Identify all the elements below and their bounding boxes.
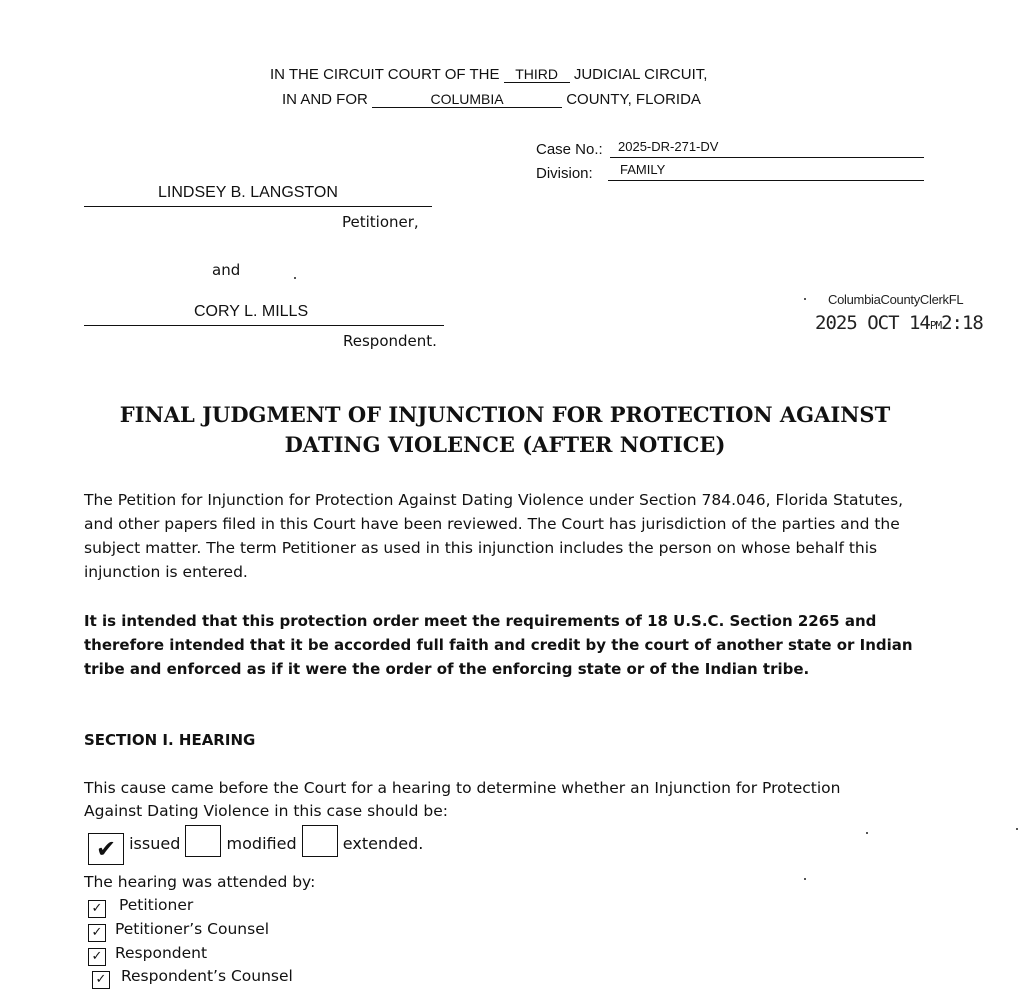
court-header-suffix2: COUNTY, FLORIDA (566, 91, 701, 108)
clerk-stamp-ampm: PM (929, 319, 942, 332)
extended-label: extended. (342, 834, 424, 853)
circuit-field: THIRD (504, 66, 570, 83)
and-text: and (212, 261, 241, 279)
attendee-label: Petitioner (118, 896, 194, 914)
case-no-line (610, 157, 924, 158)
clerk-stamp-date: 2025 OCT 14 (815, 312, 930, 334)
respondent-checkbox[interactable]: ✓ (88, 948, 106, 966)
court-header-line1 (270, 66, 707, 83)
attendee-respondent (88, 944, 207, 966)
attendee-petitioner (88, 896, 193, 918)
modified-label: modified (226, 834, 297, 853)
section-heading: SECTION I. HEARING (84, 731, 256, 749)
clerk-stamp-label: ColumbiaCountyClerkFL (828, 292, 964, 307)
division-label: Division: (536, 165, 593, 182)
stray-mark-4 (804, 878, 806, 880)
respondent-line (84, 325, 444, 326)
respondent-role: Respondent. (343, 332, 437, 350)
extended-checkbox[interactable] (302, 825, 338, 857)
attendee-respondent-counsel (92, 967, 293, 989)
court-header-prefix: IN THE CIRCUIT COURT OF THE (270, 66, 500, 83)
case-no-label: Case No.: (536, 141, 603, 158)
section-intro: This cause came before the Court for a hearing to determine whether an Injunction for Protection Against Dating Violence in this case should be: (84, 779, 841, 820)
intro-paragraph: The Petition for Injunction for Protection Against Dating Violence under Section 784.046, Florida Statutes, and other papers filed in this Court have been reviewed. The Court has jurisdiction of the parties and the subject matter. The term Petitioner as used in this injunction includes the person on whose behalf this injunction is entered. (84, 491, 904, 581)
petitioner-line (84, 206, 432, 207)
case-no-value: 2025-DR-271-DV (618, 139, 719, 154)
court-header-suffix: JUDICIAL CIRCUIT, (573, 66, 708, 83)
stamp-dot (804, 298, 806, 300)
petitioner-role: Petitioner, (342, 213, 419, 231)
division-line (608, 180, 924, 181)
county-field: COLUMBIA (372, 91, 562, 108)
petitioner-name: LINDSEY B. LANGSTON (158, 184, 338, 201)
stray-mark-3 (1016, 828, 1018, 830)
intent-paragraph: It is intended that this protection order meet the requirements of 18 U.S.C. Section 2265 and therefore intended that it be accorded full faith and credit by the court of another state or Indian tribe and enforced as if it were the order of the enforcing state or of the Indian tribe. (84, 612, 913, 678)
court-header-line2 (282, 91, 701, 108)
clerk-stamp-time: 2:18 (941, 312, 983, 334)
petitioner-counsel-checkbox[interactable]: ✓ (88, 924, 106, 942)
stray-mark-2 (866, 832, 868, 834)
issued-checkbox[interactable]: ✔ (88, 833, 124, 865)
respondent-counsel-checkbox[interactable]: ✓ (92, 971, 110, 989)
division-value: FAMILY (620, 162, 666, 177)
stray-mark (294, 277, 296, 279)
petitioner-checkbox[interactable]: ✓ (88, 900, 106, 918)
modified-checkbox[interactable] (185, 825, 221, 857)
attendee-label: Petitioner’s Counsel (114, 920, 270, 938)
attended-label: The hearing was attended by: (84, 873, 316, 891)
court-header-prefix2: IN AND FOR (282, 91, 368, 108)
respondent-name: CORY L. MILLS (194, 303, 309, 320)
attendee-petitioner-counsel (88, 920, 269, 942)
clerk-stamp-datetime (815, 312, 983, 334)
attendee-label: Respondent (114, 944, 208, 962)
attendee-label: Respondent’s Counsel (120, 967, 293, 985)
hearing-options (88, 825, 423, 865)
issued-label: issued (129, 834, 181, 853)
document-title-line2: DATING VIOLENCE (AFTER NOTICE) (284, 432, 726, 457)
document-title-line1: FINAL JUDGMENT OF INJUNCTION FOR PROTECTION AGAINST (119, 402, 891, 427)
